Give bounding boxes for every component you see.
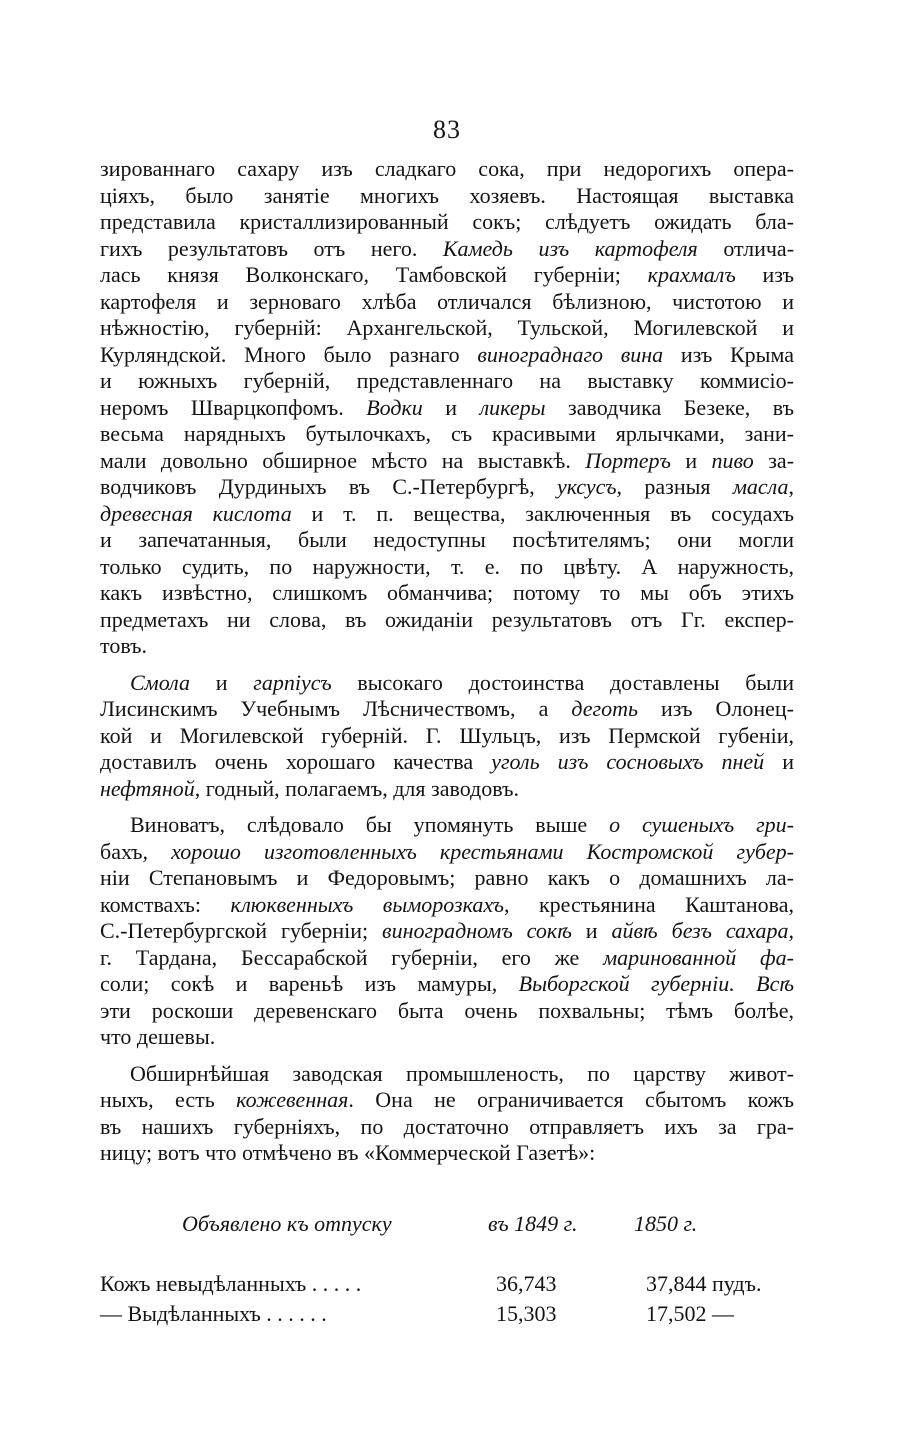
table-row-value-1849: 15,303 <box>496 1300 557 1326</box>
text-line: комствахъ: клюквенныхъ выморозкахъ, крестьянина Каштанова, <box>100 891 794 917</box>
text-line: ныхъ, есть кожевенная. Она не ограничивается сбытомъ кожъ <box>100 1087 794 1112</box>
paragraph-2 <box>100 670 794 803</box>
text-line: водчиковъ Дурдиныхъ въ С.-Петербургѣ, уксусъ, разныя масла, <box>100 474 794 499</box>
text-line: древесная кислота и т. п. вещества, заключенныя въ сосудахъ <box>100 500 794 526</box>
book-page <box>100 110 794 1329</box>
text-line: Виноватъ, слѣдовало бы упомянуть выше о сушеныхъ гри- <box>130 812 795 837</box>
table-row-value-1849: 36,743 <box>496 1270 557 1296</box>
text-line: гихъ результатовъ отъ него. Камедь изъ картофеля отлича- <box>100 235 795 261</box>
text-line: С.-Петербургской губерніи; виноградномъ сокѣ и айвѣ безъ сахара, <box>100 918 794 943</box>
text-line: ніи Степановымъ и Федоровымъ; равно какъ о домашнихъ ла- <box>100 865 794 890</box>
text-line: что дешевы. <box>100 1024 216 1049</box>
table-row-label: — Выдѣланныхъ . . . . . . <box>100 1300 327 1326</box>
paragraph-1 <box>100 156 794 660</box>
text-line: Смола и гарпіусъ высокаго достоинства доставлены были <box>130 669 794 695</box>
text-line: кой и Могилевской губерній. Г. Шульцъ, изъ Пермской губеніи, <box>100 722 794 748</box>
text-line: только судить, по наружности, т. е. по цвѣту. А наружность, <box>100 553 794 579</box>
paragraph-4 <box>100 1061 794 1167</box>
text-line: доставилъ очень хорошаго качества уголь изъ сосновыхъ пней и <box>100 749 794 774</box>
text-line: какъ извѣстно, слишкомъ обманчива; потому то мы объ этихъ <box>100 580 794 605</box>
text-line: товъ. <box>100 633 148 658</box>
text-line: картофеля и зерноваго хлѣба отличался бѣлизною, чистотою и <box>100 288 794 314</box>
table-row <box>100 1269 794 1299</box>
text-line: нѣжностію, губерній: Архангельской, Тульской, Могилевской и <box>100 315 794 340</box>
table-row-label: Кожъ невыдѣланныхъ . . . . . <box>100 1270 362 1296</box>
text-line: и запечатанныя, были недоступны посѣтителямъ; они могли <box>100 527 794 552</box>
text-line: нефтяной, годный, полагаемъ, для заводовъ. <box>100 775 519 801</box>
text-line: Лисинскимъ Учебнымъ Лѣсничествомъ, а деготь изъ Олонец- <box>100 696 795 721</box>
text-line: ницу; вотъ что отмѣчено въ «Коммерческой Газетѣ»: <box>100 1140 596 1165</box>
text-line: г. Тардана, Бессарабской губерніи, его же маринованной фа- <box>100 944 794 970</box>
text-line: предметахъ ни слова, въ ожиданіи результатовъ отъ Гг. експер- <box>100 606 794 632</box>
text-line: и южныхъ губерній, представленнаго на выставку коммисіо- <box>100 368 794 393</box>
table-row-value-1850: 37,844 пудъ. <box>646 1270 762 1296</box>
export-table <box>100 1209 794 1329</box>
text-line: Обширнѣйшая заводская промышленость, по царству живот- <box>130 1060 794 1086</box>
text-line: бахъ, хорошо изготовленныхъ крестьянами Костромской губер- <box>100 838 794 864</box>
text-line: весьма нарядныхъ бутылочкахъ, съ красивыми ярлычками, зани- <box>100 421 794 446</box>
table-header <box>100 1209 794 1239</box>
text-line: эти роскоши деревенскаго быта очень похвальны; тѣмъ болѣе, <box>100 997 794 1023</box>
body-text <box>100 156 794 1167</box>
text-line: зированнаго сахару изъ сладкаго сока, при недорогихъ опера- <box>100 156 794 181</box>
text-line: лась князя Волконскаго, Тамбовской губерніи; крахмалъ изъ <box>100 262 794 287</box>
table-row <box>100 1299 794 1329</box>
table-row-value-1850: 17,502 — <box>646 1300 734 1326</box>
text-line: соли; сокѣ и вареньѣ изъ мамуры, Выборгской губерніи. Всѣ <box>100 971 795 996</box>
text-line: мали довольно обширное мѣсто на выставкѣ. Портеръ и пиво за- <box>100 447 795 473</box>
text-line: неромъ Шварцкопфомъ. Водки и ликеры заводчика Безеке, въ <box>100 394 794 420</box>
table-header-label: Объявлено къ отпуску <box>182 1210 392 1236</box>
text-line: ціяхъ, было занятіе многихъ хозяевъ. Настоящая выставка <box>100 182 794 208</box>
text-line: представила кристаллизированный сокъ; слѣдуетъ ожидать бла- <box>100 209 794 234</box>
paragraph-3 <box>100 812 794 1051</box>
text-line: въ нашихъ губерніяхъ, по достаточно отправляетъ ихъ за гра- <box>100 1113 794 1139</box>
text-line: Курляндской. Много было разнаго винограднаго вина изъ Крыма <box>100 341 794 367</box>
page-number: 83 <box>433 115 461 144</box>
table-header-year-1849: въ 1849 г. <box>488 1210 578 1236</box>
table-header-year-1850: 1850 г. <box>634 1210 698 1236</box>
